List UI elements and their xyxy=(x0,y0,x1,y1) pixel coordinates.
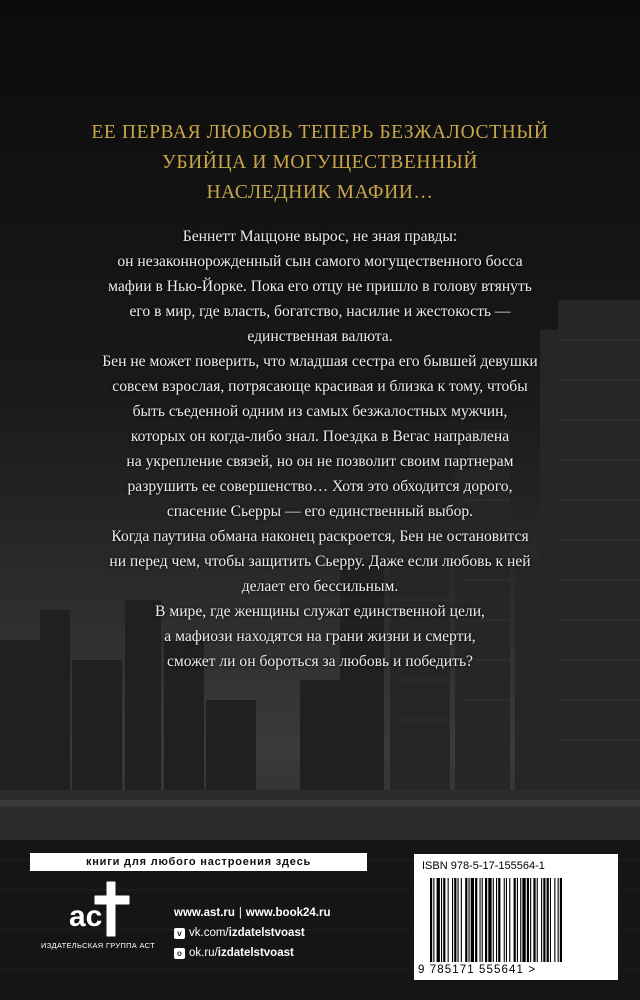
website-row xyxy=(174,903,384,923)
tagline-banner: книги для любого настроения здесь xyxy=(30,853,367,871)
publisher-caption: ИЗДАТЕЛЬСКАЯ ГРУППА АСТ xyxy=(41,941,155,950)
barcode xyxy=(428,878,604,964)
ok-row[interactable] xyxy=(174,943,384,963)
headline-line: УБИЙЦА И МОГУЩЕСТВЕННЫЙ xyxy=(161,152,479,173)
barcode-bar xyxy=(547,878,549,962)
vk-prefix: vk.com/ xyxy=(189,927,229,939)
logo-text: ас xyxy=(69,900,103,933)
blurb-line: В мире, где женщины служат единственной цели, xyxy=(155,603,485,620)
blurb-line: единственная валюта. xyxy=(247,328,393,345)
blurb-line: он незаконнорожденный сын самого могущественного босса xyxy=(117,253,523,270)
barcode-bar xyxy=(554,878,555,962)
barcode-box xyxy=(414,854,618,980)
barcode-bar xyxy=(504,878,505,962)
barcode-bar xyxy=(433,878,434,962)
barcode-bar xyxy=(543,878,545,962)
barcode-bar xyxy=(475,878,477,962)
ok-prefix: ok.ru/ xyxy=(189,947,218,959)
barcode-bar xyxy=(469,878,470,962)
blurb-line: Когда паутина обмана наконец раскроется, Бен не остановится xyxy=(111,528,529,545)
barcode-bar xyxy=(461,878,462,962)
barcode-digits: 9 785171 555641 > xyxy=(418,964,537,976)
barcode-bar xyxy=(437,878,440,962)
blurb-line: делает его бессильным. xyxy=(241,578,399,595)
vk-row[interactable] xyxy=(174,923,384,943)
blurb-line: Беннетт Маццоне вырос, не зная правды: xyxy=(182,228,458,245)
barcode-bar xyxy=(522,878,525,962)
barcode-bar xyxy=(550,878,551,962)
ok-handle: izdatelstvoast xyxy=(217,947,294,959)
link-separator: | xyxy=(238,907,242,919)
barcode-bar xyxy=(533,878,535,962)
barcode-bar xyxy=(448,878,449,962)
barcode-bar xyxy=(430,878,432,962)
barcode-bar xyxy=(496,878,497,962)
barcode-bar xyxy=(517,878,518,962)
headline-line: ЕЕ ПЕРВАЯ ЛЮБОВЬ ТЕПЕРЬ БЕЗЖАЛОСТНЫЙ xyxy=(91,122,549,143)
blurb-line: Бен не может поверить, что младшая сестра его бывшей девушки xyxy=(102,353,538,370)
blurb-line: совсем взрослая, потрясающе красивая и близка к тому, чтобы xyxy=(112,378,528,395)
barcode-bar xyxy=(493,878,494,962)
vk-handle: izdatelstvoast xyxy=(228,927,305,939)
blurb-text xyxy=(30,224,610,674)
barcode-bar xyxy=(530,878,531,962)
barcode-bar xyxy=(541,878,542,962)
barcode-bar xyxy=(488,878,491,962)
publisher-logo xyxy=(40,880,156,950)
barcode-bar xyxy=(514,878,516,962)
blurb-line: которых он когда-либо знал. Поездка в Вегас направлена xyxy=(130,428,510,445)
barcode-bar xyxy=(527,878,529,962)
blurb-line: спасение Сьерры — его единственный выбор. xyxy=(166,503,474,520)
website-link-book24[interactable]: www.book24.ru xyxy=(245,907,331,919)
barcode-bar xyxy=(454,878,456,962)
blurb-line: на укрепление связей, но он не позволит своим партнерам xyxy=(126,453,514,470)
barcode-bar xyxy=(498,878,500,962)
blurb-line: разрушить ее совершенство… Хотя это обходится дорого, xyxy=(127,478,513,495)
headline-line: НАСЛЕДНИК МАФИИ… xyxy=(206,182,434,203)
barcode-bar xyxy=(560,878,562,962)
blurb-line: быть съеденной одним из самых безжалостных мужчин, xyxy=(132,403,508,420)
barcode-bar xyxy=(485,878,487,962)
barcode-bar xyxy=(465,878,467,962)
barcode-bar xyxy=(558,878,559,962)
barcode-bar xyxy=(520,878,521,962)
isbn-label: ISBN 978-5-17-155564-1 xyxy=(422,860,545,872)
barcode-bar xyxy=(443,878,445,962)
headline xyxy=(40,118,600,208)
barcode-bar xyxy=(509,878,510,962)
barcode-bar xyxy=(506,878,507,962)
ok-icon: o xyxy=(174,948,185,959)
barcode-bar xyxy=(480,878,481,962)
blurb-line: сможет ли он бороться за любовь и победить? xyxy=(167,653,473,670)
barcode-bar xyxy=(441,878,442,962)
barcode-bar xyxy=(458,878,459,962)
blurb-line: а мафиози находятся на грани жизни и смерти, xyxy=(164,628,476,645)
barcode-bar xyxy=(482,878,483,962)
ast-logo-icon xyxy=(63,880,133,938)
vk-icon: v xyxy=(174,928,185,939)
barcode-bar xyxy=(471,878,474,962)
blurb-line: его в мир, где власть, богатство, насилие и жестокость — xyxy=(129,303,511,320)
barcode-bar xyxy=(452,878,453,962)
blurb-line: мафии в Нью-Йорке. Пока его отцу не пришло в голову втянуть xyxy=(108,278,532,295)
barcode-bar xyxy=(537,878,538,962)
website-link-ast[interactable]: www.ast.ru xyxy=(174,907,235,919)
publisher-links xyxy=(174,903,384,963)
blurb-line: ни перед чем, чтобы защитить Сьерру. Даже если любовь к ней xyxy=(109,553,531,570)
